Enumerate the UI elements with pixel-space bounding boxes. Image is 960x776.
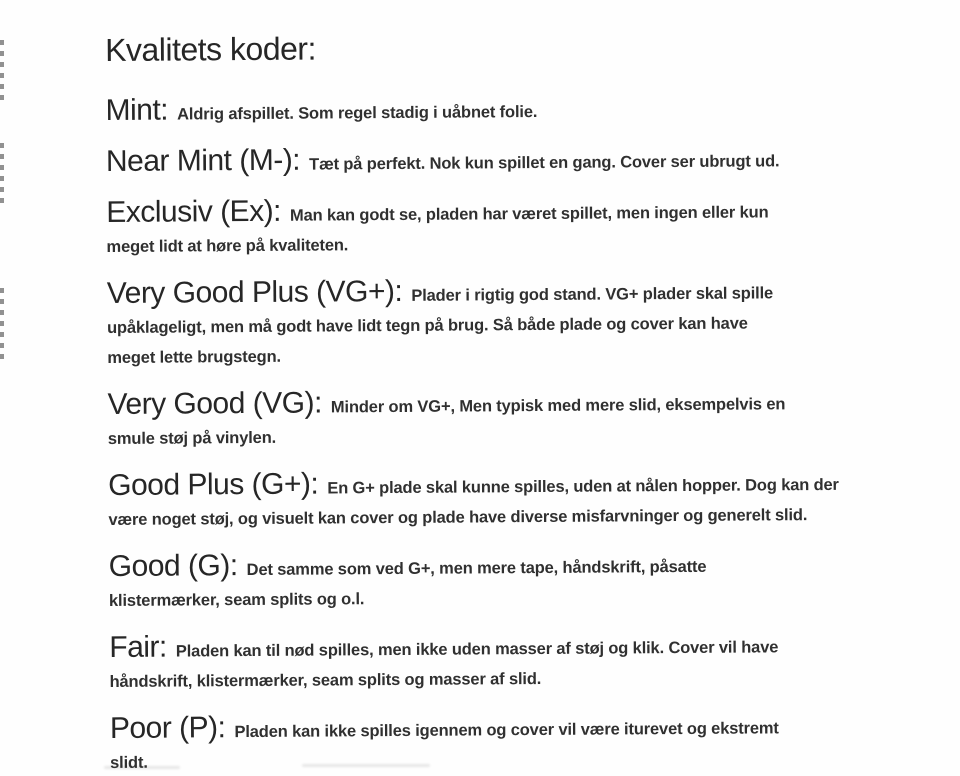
grade-description: Pladen kan ikke spilles igennem og cover vil være iturevet og ekstremt slidt. [110, 719, 779, 772]
grade-description: Minder om VG+, Men typisk med mere slid, eksempelvis en smule støj på vinylen. [107, 395, 786, 448]
grade-term: Poor (P): [109, 711, 226, 745]
scan-mark-middle [0, 143, 4, 206]
scan-mark-dashes [0, 40, 4, 102]
document-content [105, 24, 920, 776]
grade-description: Plader i rigtig god stand. VG+ plader skal spille upåklageligt, men må godt have lidt tegn på brug. Så både plade og cover kan have meget lette brugstegn. [107, 284, 774, 367]
grade-description: Man kan godt se, pladen har været spillet, men ingen eller kun meget lidt at høre på kvaliteten. [106, 203, 769, 256]
grade-section-exclusiv [106, 188, 916, 262]
grade-section-near-mint [106, 137, 916, 181]
scan-mark-lower [0, 288, 4, 362]
scan-mark-top [0, 40, 4, 102]
grade-term: Good Plus (G+): [108, 467, 319, 502]
grade-section-fair [109, 623, 919, 697]
page-title: Kvalitets koder: [105, 30, 317, 68]
grade-section-good-plus [108, 461, 918, 535]
grade-description: Aldrig afspillet. Som regel stadig i uåbnet folie. [177, 102, 538, 124]
scan-mark-dashes [0, 143, 4, 206]
grade-section-good [109, 542, 919, 616]
grade-section-mint [105, 86, 915, 130]
grade-term: Very Good Plus (VG+): [106, 274, 403, 310]
scan-mark-dashes [0, 288, 4, 362]
grade-section-poor [110, 704, 920, 776]
grade-term: Mint: [105, 93, 169, 127]
grade-term: Very Good (VG): [107, 386, 322, 421]
grade-section-very-good-plus [107, 269, 918, 373]
grade-term: Good (G): [108, 549, 238, 583]
grade-description: En G+ plade skal kunne spilles, uden at nålen hopper. Dog kan der være noget støj, og visuelt kan cover og plade have diverse misfarvninger og generelt slid. [108, 475, 839, 529]
grade-term: Near Mint (M-): [105, 143, 301, 178]
grade-description: Det samme som ved G+, men mere tape, håndskrift, påsatte klistermærker, seam splits og o.l. [108, 557, 707, 610]
grade-term: Exclusiv (Ex): [106, 194, 282, 229]
grade-section-very-good [107, 380, 917, 454]
grade-term: Fair: [109, 630, 167, 664]
grade-description: Tæt på perfekt. Nok kun spillet en gang. Cover ser ubrugt ud. [309, 152, 780, 174]
grade-description: Pladen kan til nød spilles, men ikke uden masser af støj og klik. Cover vil have håndskrift, klistermærker, seam splits og masser af slid. [109, 638, 779, 691]
